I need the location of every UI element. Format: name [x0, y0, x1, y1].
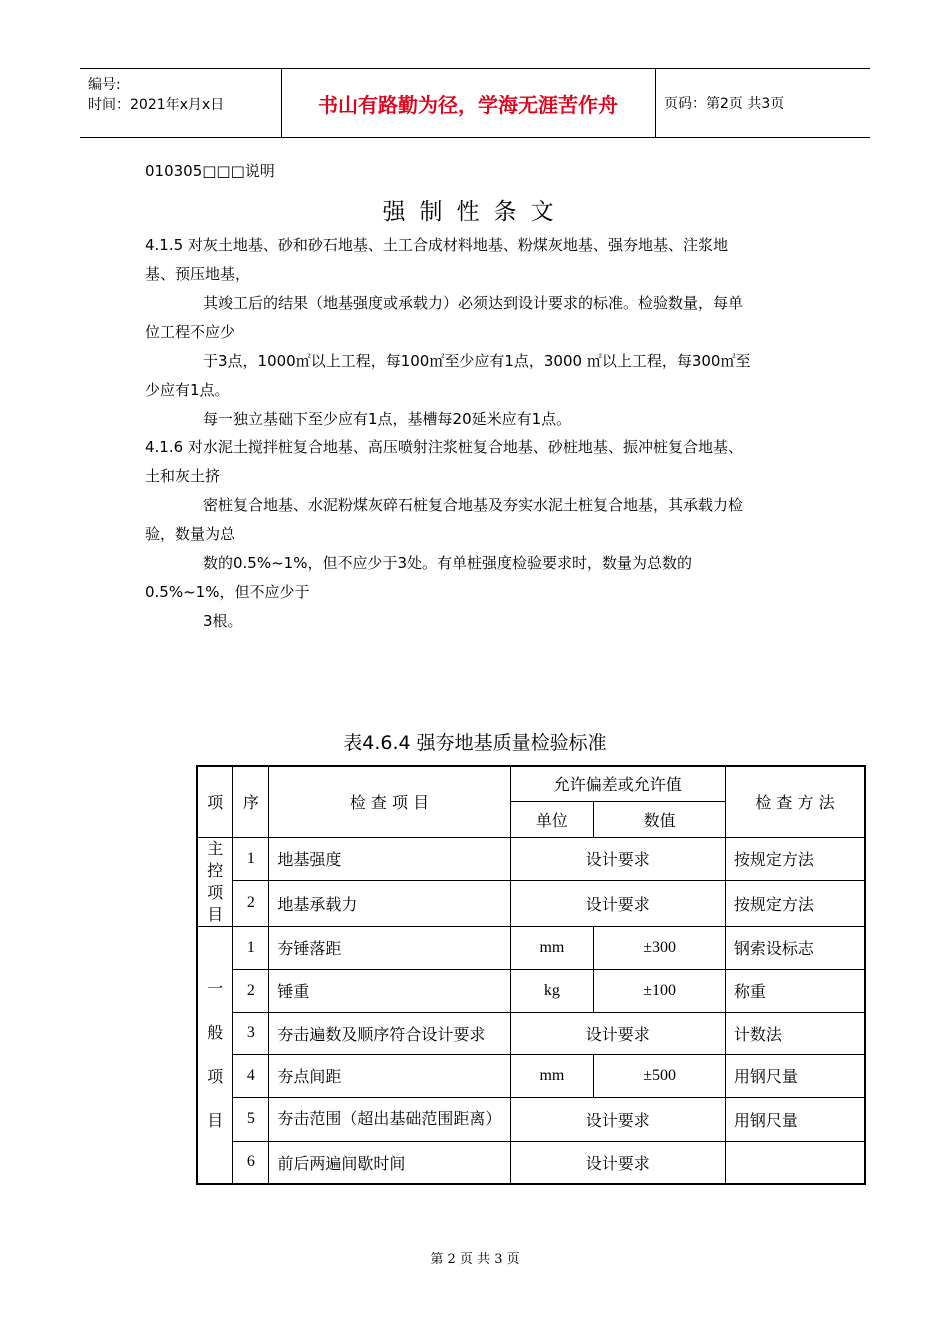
- row-method: 称重: [725, 969, 865, 1012]
- clause-line: 密桩复合地基、水泥粉煤灰碎石桩复合地基及夯实水泥土桩复合地基，其承载力检: [203, 496, 744, 514]
- inspection-standard-table: [196, 765, 866, 1185]
- clause-4-1-6: [145, 433, 810, 636]
- row-method: 钢索设标志: [725, 926, 865, 969]
- table-row: [197, 837, 865, 880]
- header-method: 检 查 方 法: [725, 766, 865, 837]
- table-row: [197, 1141, 865, 1184]
- table-row: [197, 1054, 865, 1097]
- header-page-info: 页码：第2页 共3页: [664, 96, 785, 112]
- clause-line: 土和灰土挤: [145, 467, 221, 485]
- row-requirement: 设计要求: [510, 880, 725, 926]
- section-title: 强制性条文: [382, 199, 568, 225]
- row-item: 锤重: [269, 969, 510, 1012]
- row-method: [725, 1141, 865, 1184]
- page-footer: 第 2 页 共 3 页: [430, 1252, 520, 1267]
- clause-line: 0.5%~1%，但不应少于: [145, 583, 310, 601]
- table-title: 表4.6.4 强夯地基质量检验标准: [343, 732, 607, 754]
- row-value: ±300: [594, 926, 726, 969]
- row-method: 计数法: [725, 1012, 865, 1054]
- row-value: ±100: [594, 969, 726, 1012]
- header-tolerance: 允许偏差或允许值: [510, 766, 725, 801]
- table-row: [197, 1012, 865, 1054]
- row-seq: 2: [233, 969, 269, 1012]
- row-seq: 3: [233, 1012, 269, 1054]
- header-seq: 序: [233, 766, 269, 837]
- clause-4-1-5: [145, 231, 810, 434]
- row-requirement: 设计要求: [510, 1012, 725, 1054]
- clause-line: 4.1.5 对灰土地基、砂和砂石地基、土工合成材料地基、粉煤灰地基、强夯地基、注浆地: [145, 236, 728, 254]
- row-requirement: 设计要求: [510, 837, 725, 880]
- row-seq: 1: [233, 837, 269, 880]
- document-number-label: 编号:: [88, 77, 121, 93]
- clause-line: 4.1.6 对水泥土搅拌桩复合地基、高压喷射注浆桩复合地基、砂桩地基、振冲桩复合地基、: [145, 438, 743, 456]
- row-item: 地基强度: [269, 837, 510, 880]
- table-row: [197, 880, 865, 926]
- header-meta: [88, 75, 278, 115]
- row-method: 按规定方法: [725, 880, 865, 926]
- row-item: 夯点间距: [269, 1054, 510, 1097]
- group-label-text: 主 控 项 目: [207, 838, 224, 924]
- group-label-main-control: [197, 837, 233, 926]
- table-row: [197, 1097, 865, 1141]
- clause-line: 每一独立基础下至少应有1点，基槽每20延米应有1点。: [203, 410, 572, 428]
- document-code: 010305□□□说明: [145, 162, 275, 180]
- header-unit: 单位: [510, 801, 594, 837]
- clause-line: 其竣工后的结果（地基强度或承载力）必须达到设计要求的标准。检验数量，每单: [203, 294, 744, 312]
- clause-line: 位工程不应少: [145, 323, 236, 341]
- table-row: [197, 926, 865, 969]
- row-method: 按规定方法: [725, 837, 865, 880]
- row-unit: kg: [510, 969, 594, 1012]
- group-label-text: 一 般 项 目: [207, 978, 224, 1130]
- group-label-general: [197, 926, 233, 1184]
- row-requirement: 设计要求: [510, 1141, 725, 1184]
- table-row: [197, 969, 865, 1012]
- row-item: 夯击遍数及顺序符合设计要求: [269, 1012, 510, 1054]
- row-item: 夯击范围（超出基础范围距离）: [269, 1097, 510, 1141]
- header-category: 项: [197, 766, 233, 837]
- row-seq: 6: [233, 1141, 269, 1184]
- header-divider: [655, 69, 656, 137]
- header-motto: 书山有路勤为径，学海无涯苦作舟: [318, 92, 618, 117]
- document-date: 时间：2021年x月x日: [88, 97, 225, 113]
- row-seq: 5: [233, 1097, 269, 1141]
- clause-line: 数的0.5%~1%，但不应少于3处。有单桩强度检验要求时，数量为总数的: [203, 554, 693, 572]
- row-method: 用钢尺量: [725, 1054, 865, 1097]
- clause-line: 验，数量为总: [145, 525, 236, 543]
- header-item: 检 查 项 目: [269, 766, 510, 837]
- row-unit: mm: [510, 1054, 594, 1097]
- clause-line: 3根。: [203, 612, 243, 630]
- table-header-row: [197, 766, 865, 801]
- row-requirement: 设计要求: [510, 1097, 725, 1141]
- clause-line: 于3点，1000㎡以上工程，每100㎡至少应有1点，3000 ㎡以上工程，每300㎡至: [203, 352, 751, 370]
- row-item: 前后两遍间歇时间: [269, 1141, 510, 1184]
- row-seq: 1: [233, 926, 269, 969]
- header-value: 数值: [594, 801, 726, 837]
- clause-line: 少应有1点。: [145, 381, 230, 399]
- row-item: 夯锤落距: [269, 926, 510, 969]
- row-seq: 2: [233, 880, 269, 926]
- row-item: 地基承载力: [269, 880, 510, 926]
- row-value: ±500: [594, 1054, 726, 1097]
- page-header: [80, 68, 870, 138]
- row-seq: 4: [233, 1054, 269, 1097]
- row-method: 用钢尺量: [725, 1097, 865, 1141]
- row-unit: mm: [510, 926, 594, 969]
- clause-line: 基、预压地基，: [145, 265, 251, 283]
